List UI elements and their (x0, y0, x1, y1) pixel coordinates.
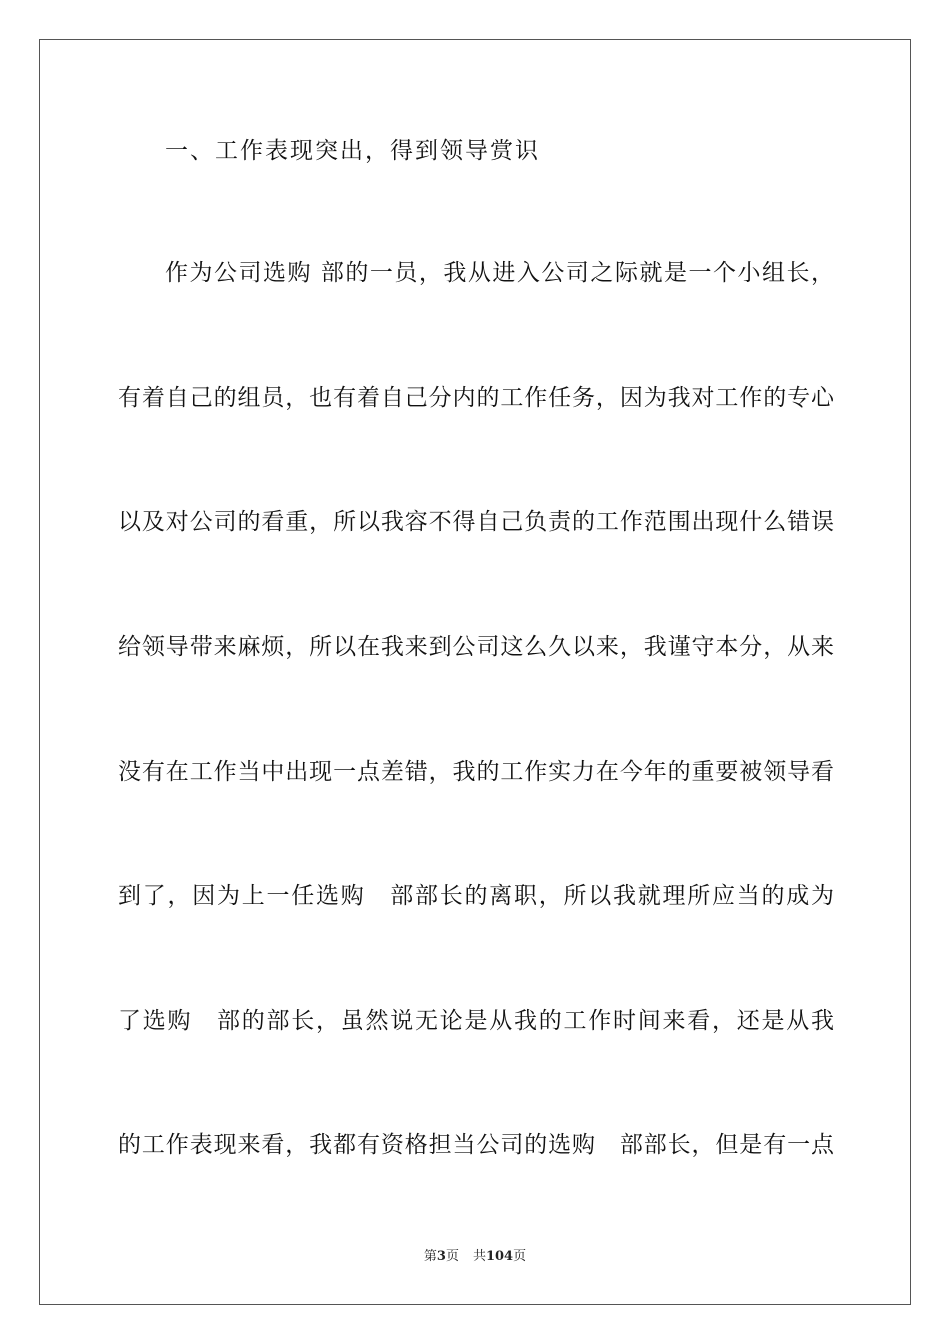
footer-total-suffix: 页 (513, 1249, 527, 1264)
footer-page-suffix: 页 (445, 1249, 459, 1264)
page-border (39, 39, 911, 1305)
footer-page-number: 3 (436, 1249, 446, 1264)
paragraph-line-1: 作为公司选购 部的一员，我从进入公司之际就是一个小组长， (165, 260, 834, 286)
footer-total-pages: 104 (485, 1249, 514, 1264)
footer-total-prefix: 共 (472, 1249, 486, 1264)
footer-page-prefix: 第 (423, 1249, 437, 1264)
paragraph-line-4: 给领导带来麻烦，所以在我来到公司这么久以来，我谨守本分，从来 (118, 634, 834, 660)
paragraph-line-7: 了选购 部的部长，虽然说无论是从我的工作时间来看，还是从我 (118, 1008, 834, 1034)
paragraph-line-6: 到了，因为上一任选购 部部长的离职，所以我就理所应当的成为 (118, 883, 834, 909)
paragraph-line-5: 没有在工作当中出现一点差错，我的工作实力在今年的重要被领导看 (118, 759, 834, 785)
paragraph-line-3: 以及对公司的看重，所以我容不得自己负责的工作范围出现什么错误 (118, 509, 834, 535)
section-heading: 一、工作表现突出，得到领导赏识 (165, 138, 540, 164)
paragraph-line-8: 的工作表现来看，我都有资格担当公司的选购 部部长，但是有一点 (118, 1132, 834, 1158)
page-footer (0, 1249, 950, 1265)
paragraph-line-2: 有着自己的组员，也有着自己分内的工作任务，因为我对工作的专心 (118, 385, 834, 411)
